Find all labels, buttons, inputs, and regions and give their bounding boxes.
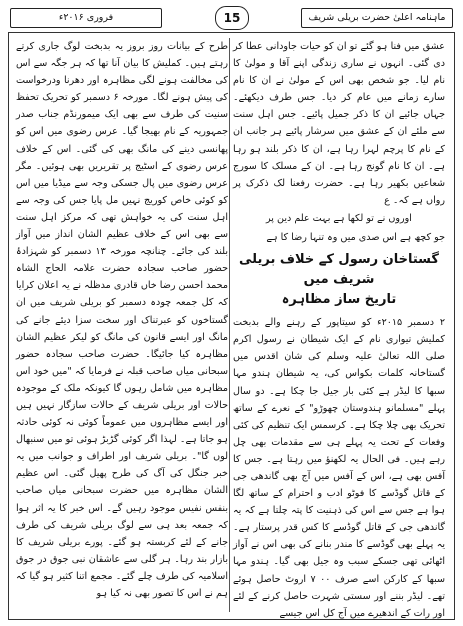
right-paragraph-3: ۲ دسمبر ۲۰۱۵ء کو سیتاپور کے رہنے والے بدبخت کملیش تیواری نام کے ایک شیطان نے رسول اکرم صلی اللہ تعالیٰ علیہ وسلم کی شان اقدس میں گستاخانہ کلمات بکواس کی، یہ شیطان ہندو مہا سبھا کا لیڈر ہے کئی بار جیل جا چکا ہے۔ دو سال پہلے "مسلمانو ہندوستان چھوڑو" کے نعرے کے ساتھ تحریک بھی چلا چکا ہے۔ کرسمس ایک تنظیم کی کئی وفعات کے تحت یہ پہلے ہی سے مقدمات بھی چل رہے ہیں۔ فی الحال یہ لکھنؤ میں رہتا ہے۔ جس کا آفس بھی ہے، اس کے آفس میں آج بھی گاندھی جی کے قاتل گوڈسے کا فوٹو ادب و احترام کے ساتھ لگا ہوا ہے جس سے اس کی ذہنیت کا پتہ چلتا ہے کہ یہ گاندھی جی کے قاتل گوڈسے کا کس قدر پرستار ہے۔ یہ پہلے بھی گوڈسے کا مندر بنانے کی بھی اس نے آواز اٹھائی تھی جسکے سبب وہ جیل بھی گیا۔ ہندو مہا سبھا کے کارکن اسے صرف ۰۰ ۷ اروٹ حاصل ہوئے تھے۔ لیڈر بننے اور سستی شہرت حاصل کرنے کے لئے اور رات کے اندھیرے میں آج کل اس جیسے [233, 317, 445, 619]
verse-line: اوروں نے تو لکھا ہے بہت علم دین پر [266, 212, 412, 224]
right-column [233, 38, 445, 619]
left-paragraph-1: طرح کے بیانات روز بروز یہ بدبخت لوگ جاری کرتے رہتے ہیں۔ کملیش کا بیان آنا تھا کہ ہر جگہ سے اس کی مخالفت ہونے لگی مظاہرہ اور دھرنا ودرخواست کی پیش ہونے لگا۔ مورخہ ۶ دسمبر کو تحریک تحفظ سنیت کی طرف سے بھی ایک میمورنڈم جناب صدر جمہوریہ کے نام بھیجا گیا۔ عرس رضوی میں اس کو پھانسی دینے کی مانگ بھی کی گئی۔ اس کے خلاف عرس رضوی کے اسٹیج پر تقریریں بھی ہوئیں۔ مگر عرس رضوی میں پال جسکی وجہ سے میڈیا میں اس کو کوئی خاص کوریج نہیں مل پایا جس کی وجہ سے اہل سنت کی یہ خواہش تھی کہ مرکز اہل سنت سے بھی اس کے خلاف عظیم الشان انداز میں آواز بلند کی جائے۔ چنانچہ مورخہ ۱۳ دسمبر کو شہزادۂ حضور صاحب سجادہ حضرت علامہ الحاج الشاہ محمد احسن رضا خاں قادری مدظلہ نے یہ اعلان کرایا کہ کل جمعہ چودہ دسمبر کو بریلی شریف میں ان گستاخوں کو عبرتناک اور سخت سزا دیئے جانے کی مانگ اور ایسے قانون کی مانگ کو لیکر عظیم الشان مظاہرہ کیا جائیگا۔ حضرت صاحب سجادہ حضور سبحانی میاں صاحب قبلہ نے فرمایا کہ "میں خود اس مظاہرہ میں شامل رہوں گا کیونکہ ملک کے موجودہ حالات اور بریلی شریف کے حالات سازگار نہیں ہیں اور ایسے مظاہروں میں عموماً کوئی نہ کوئی حادثہ ہو جاتا ہے۔ لہذا اگر کوئی گڑبڑ ہوئی تو میں سنبھال لوں گا"۔ بریلی شریف اور اطراف و جوانب میں یہ خبر جنگل کی آگ کی طرح پھیل گئی۔ اس عظیم الشان مظاہرہ میں حضرت سبحانی میاں صاحب بنفس نفیس موجود رہیں گے۔ اس خبر کا یہ اثر ہوا کہ جمعہ بعد ہی سے لوگ بریلی شریف کی طرف جانے کے لئے کربستہ ہو گئے۔ پورے بریلی شریف کا بازار بند رہا۔ ہر گلی سے عاشقان نبی جوق در جوق اسلامیہ کی طرف چلے گئے۔ مجمع اتنا کثیر ہو گیا کہ ہم نے اس کا تصور بھی نہ کیا ہو [16, 41, 228, 599]
column-divider [229, 38, 230, 612]
left-column [16, 38, 228, 612]
right-paragraph-2: جو کچھ ہے اس صدی میں وہ تنہا رضا کا ہے [266, 232, 445, 244]
page-number: 15 [215, 6, 249, 30]
issue-date: فروری ۲۰۱۶ء [10, 8, 162, 28]
article-subheadline: تاریخ ساز مظاہرہ [281, 292, 397, 308]
page-header [10, 6, 453, 28]
right-paragraph-1: عشق میں فنا ہو گئے تو ان کو حیات جاودانی عطا کر دی گئی۔ انہوں نے ساری زندگی اپنے آقا و مولیٰ کا نام لیا۔ جو شخص بھی اس کے مولیٰ نے ان کا نام سارے زمانے میں عام کر دیا۔ جس طرف دیکھئے۔ جہاں جائیے ان کا ذکر جمیل پائیے۔ جس اہل سنت سے ملئے ان کے عشق میں سرشار پائیے ہر جانب ان کے نام کا پرچم لہرا رہا ہے، ان کا ذکر بلند ہو رہا ہے۔ ان کا نام گونج رہا ہے۔ ان کے مسلک کا سورج شعاعیں بکھیر رہا ہے۔ حضرت رفعنا لک ذکرک پر رواں ہے کہ۔ ع [233, 41, 445, 206]
magazine-title: ماہنامہ اعلیٰ حضرت بریلی شریف [301, 8, 453, 28]
article-headline: گستاخان رسول کے خلاف بریلی شریف میں [239, 252, 439, 288]
